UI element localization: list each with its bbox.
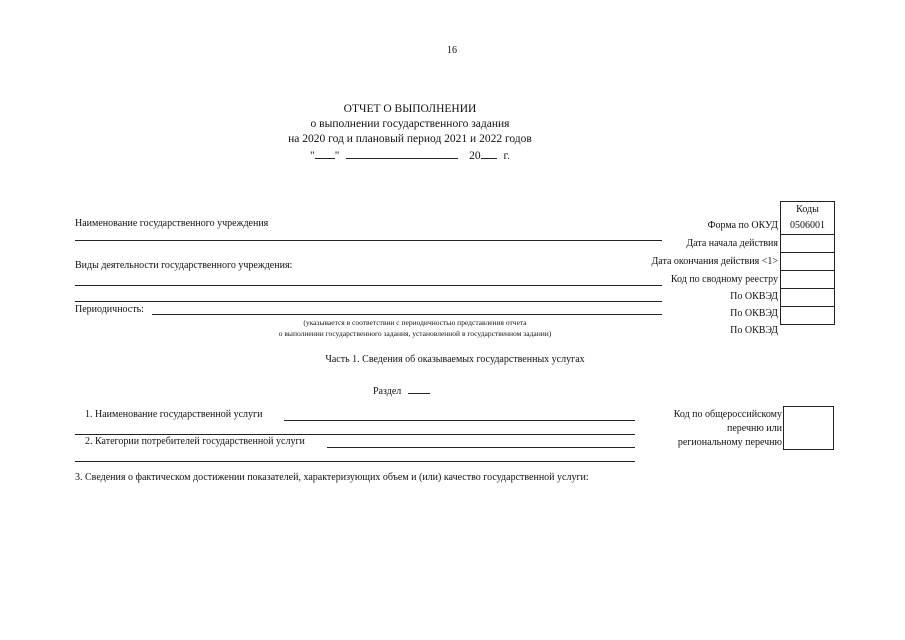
report-title: ОТЧЕТ О ВЫПОЛНЕНИИ (343, 103, 477, 115)
consumer-categories-line-2[interactable] (75, 461, 635, 462)
page-number: 16 (447, 45, 457, 56)
registry-code-cell[interactable] (780, 271, 835, 289)
report-date: " " 20 г. (310, 150, 510, 162)
date-year-blank[interactable] (481, 148, 497, 159)
activity-types-label: Виды деятельности государственного учреждения: (75, 260, 293, 271)
report-subtitle: о выполнении государственного задания (310, 118, 510, 130)
service-code-box[interactable] (783, 406, 834, 450)
date-day-blank[interactable] (315, 148, 335, 159)
indicators-label: 3. Сведения о фактическом достижении показателей, характеризующих объем и (или) качество государственной услуги: (75, 472, 589, 483)
section-number-blank[interactable] (408, 383, 430, 394)
code-label-line-2: перечню или (726, 423, 782, 434)
activity-line-2[interactable] (75, 301, 662, 302)
okved-cell-1[interactable] (780, 289, 835, 307)
institution-name-label: Наименование государственного учреждения (75, 218, 269, 229)
institution-name-line[interactable] (75, 240, 662, 241)
report-period: на 2020 год и плановый период 2021 и 2022 годов (288, 133, 532, 145)
okved-label-3: По ОКВЭД (730, 325, 778, 336)
part1-title: Часть 1. Сведения об оказываемых государственных услугах (325, 354, 585, 365)
service-name-label: 1. Наименование государственной услуги (85, 409, 263, 420)
consumer-categories-label: 2. Категории потребителей государственной услуги (85, 436, 305, 447)
okud-code-cell: 0506001 (780, 217, 835, 235)
periodicity-line[interactable] (152, 314, 662, 315)
end-date-label: Дата окончания действия <1> (651, 256, 778, 267)
okved-label-1: По ОКВЭД (730, 291, 778, 302)
periodicity-note-2: о выполнении государственного задания, установленной в государственном задании) (278, 329, 552, 338)
consumer-categories-line-1[interactable] (327, 447, 635, 448)
start-date-label: Дата начала действия (686, 238, 778, 249)
end-date-cell[interactable] (780, 253, 835, 271)
start-date-cell[interactable] (780, 235, 835, 253)
form-okud-label: Форма по ОКУД (707, 220, 778, 231)
okved-cell-2[interactable] (780, 307, 835, 325)
date-month-blank[interactable] (346, 148, 458, 159)
service-name-line-1[interactable] (284, 420, 635, 421)
okved-label-2: По ОКВЭД (730, 308, 778, 319)
registry-code-label: Код по сводному реестру (670, 274, 778, 285)
periodicity-label: Периодичность: (75, 304, 144, 315)
section-label: Раздел (373, 383, 430, 397)
code-label-line-3: региональному перечню (677, 437, 782, 448)
code-label-line-1: Код по общероссийскому (673, 409, 782, 420)
service-name-line-2[interactable] (75, 434, 635, 435)
activity-line-1[interactable] (75, 285, 662, 286)
periodicity-note-1: (указывается в соответствии с периодичностью представления отчета (303, 318, 527, 327)
codes-header: Коды (780, 201, 835, 218)
